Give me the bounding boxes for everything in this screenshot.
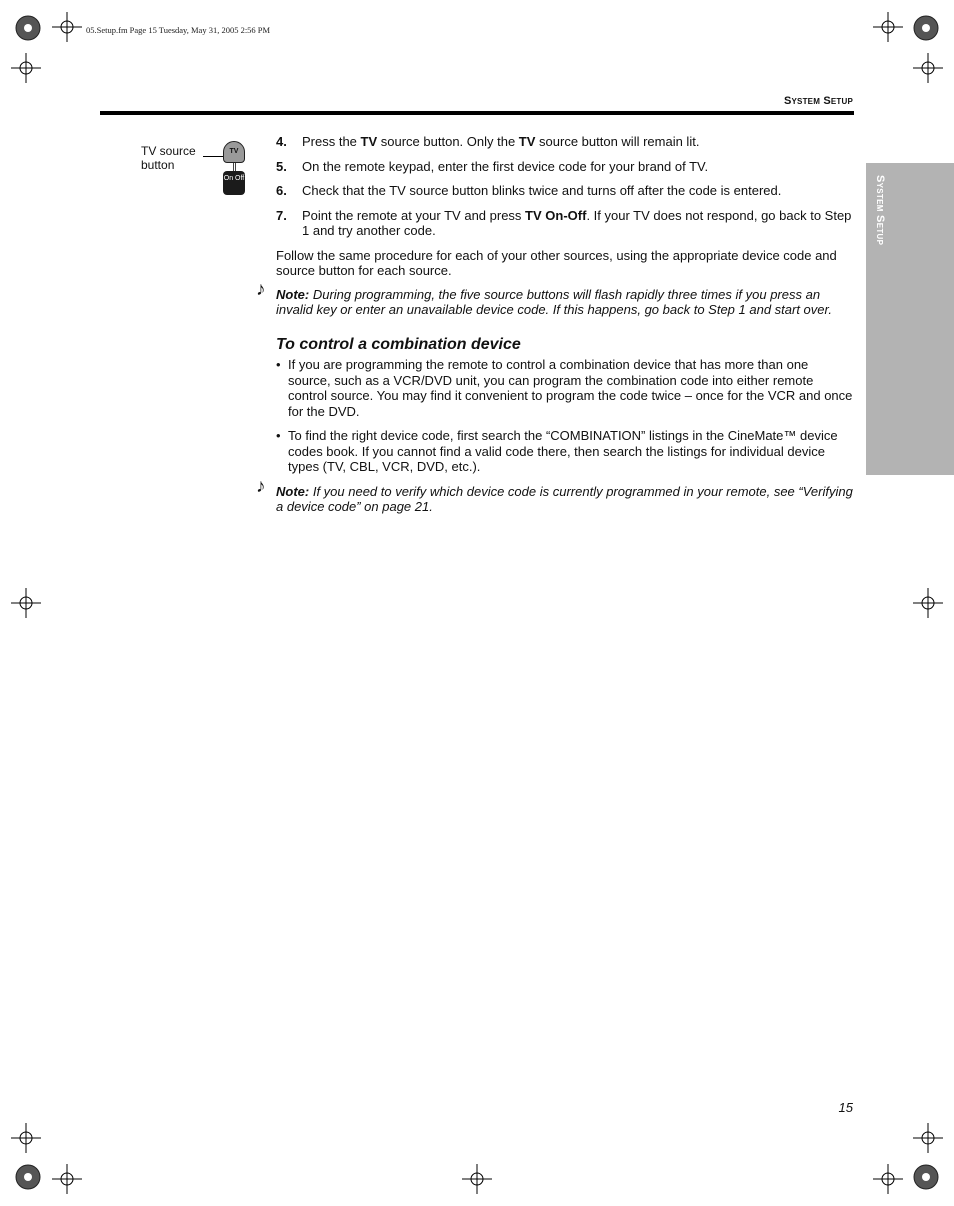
crosshair-mark xyxy=(462,1164,492,1194)
crosshair-mark xyxy=(873,12,903,42)
step-text: Press the TV source button. Only the TV source button will remain lit. xyxy=(302,134,700,149)
registration-mark-bottom-left xyxy=(12,1161,44,1193)
step-number: 5. xyxy=(276,158,287,174)
section-side-tab xyxy=(866,163,954,475)
bullet-text: If you are programming the remote to control a combination device that has more than one source, such as a VCR/DVD unit, you can program the combination code into either remote control source. You may find it convenient to program the code twice – once for the VCR and once for the DVD. xyxy=(288,357,853,419)
crosshair-mark xyxy=(913,1123,943,1153)
note-label: Note: xyxy=(276,286,310,302)
step-item xyxy=(276,183,854,199)
step-text: Check that the TV source button blinks twice and turns off after the code is entered. xyxy=(302,183,782,198)
note-block xyxy=(256,278,854,318)
figure-label: TV source button xyxy=(141,144,196,172)
follow-paragraph: Follow the same procedure for each of your other sources, using the appropriate device code and source button for each source. xyxy=(276,247,837,278)
music-note-icon: ♪ xyxy=(256,475,266,497)
side-tab-label: System Setup xyxy=(874,175,886,246)
bullet-icon: • xyxy=(276,428,281,443)
crosshair-mark xyxy=(873,1164,903,1194)
list-item xyxy=(276,428,854,475)
section-heading: To control a combination device xyxy=(276,335,521,353)
step-number: 6. xyxy=(276,183,287,198)
bullet-text: To find the right device code, first search the “COMBINATION” listings in the CineMate™ device codes book. If you cannot find a valid code there, then search the listings for individual device types (TV, CBL, VCR, DVD, etc.). xyxy=(288,428,838,474)
bullet-icon: • xyxy=(276,357,281,372)
file-slug: 05.Setup.fm Page 15 Tuesday, May 31, 2005 2:56 PM xyxy=(86,25,271,35)
step-item xyxy=(276,159,854,175)
note-text: If you need to verify which device code is currently programmed in your remote, see “Verifying a device code” on page 21. xyxy=(276,483,853,514)
note-label: Note: xyxy=(276,483,310,499)
header-rule xyxy=(100,111,854,115)
crosshair-mark xyxy=(11,588,41,618)
crosshair-mark xyxy=(11,53,41,83)
crosshair-mark xyxy=(913,53,943,83)
tv-button-text: TV xyxy=(229,148,239,155)
note-block xyxy=(256,475,854,515)
note-text: During programming, the five source buttons will flash rapidly three times if you press an invalid key or enter an unavailable device code. If this happens, go back to Step 1 and start over. xyxy=(276,286,832,317)
tv-source-button-illustration xyxy=(223,141,245,163)
page-number: 15 xyxy=(838,1100,853,1115)
step-text: On the remote keypad, enter the first device code for your brand of TV. xyxy=(302,158,709,174)
main-content xyxy=(256,134,854,534)
registration-mark-top-right xyxy=(910,12,942,44)
crosshair-mark xyxy=(52,1164,82,1194)
list-item xyxy=(276,357,854,419)
registration-mark-top-left xyxy=(12,12,44,44)
on-off-button-text: On Off xyxy=(223,175,245,182)
on-off-button-illustration xyxy=(223,171,245,195)
step-number: 4. xyxy=(276,134,287,149)
leader-line xyxy=(203,156,223,157)
step-text: Point the remote at your TV and press TV On-Off. If your TV does not respond, go back to Step 1 and try another code. xyxy=(302,207,852,238)
running-header: System Setup xyxy=(783,95,853,107)
button-connector xyxy=(233,163,236,171)
step-item xyxy=(276,134,854,150)
crosshair-mark xyxy=(913,588,943,618)
step-number: 7. xyxy=(276,207,287,223)
step-item xyxy=(276,208,854,239)
registration-mark-bottom-right xyxy=(910,1161,942,1193)
music-note-icon: ♪ xyxy=(256,278,266,300)
crosshair-mark xyxy=(52,12,82,42)
crosshair-mark xyxy=(11,1123,41,1153)
